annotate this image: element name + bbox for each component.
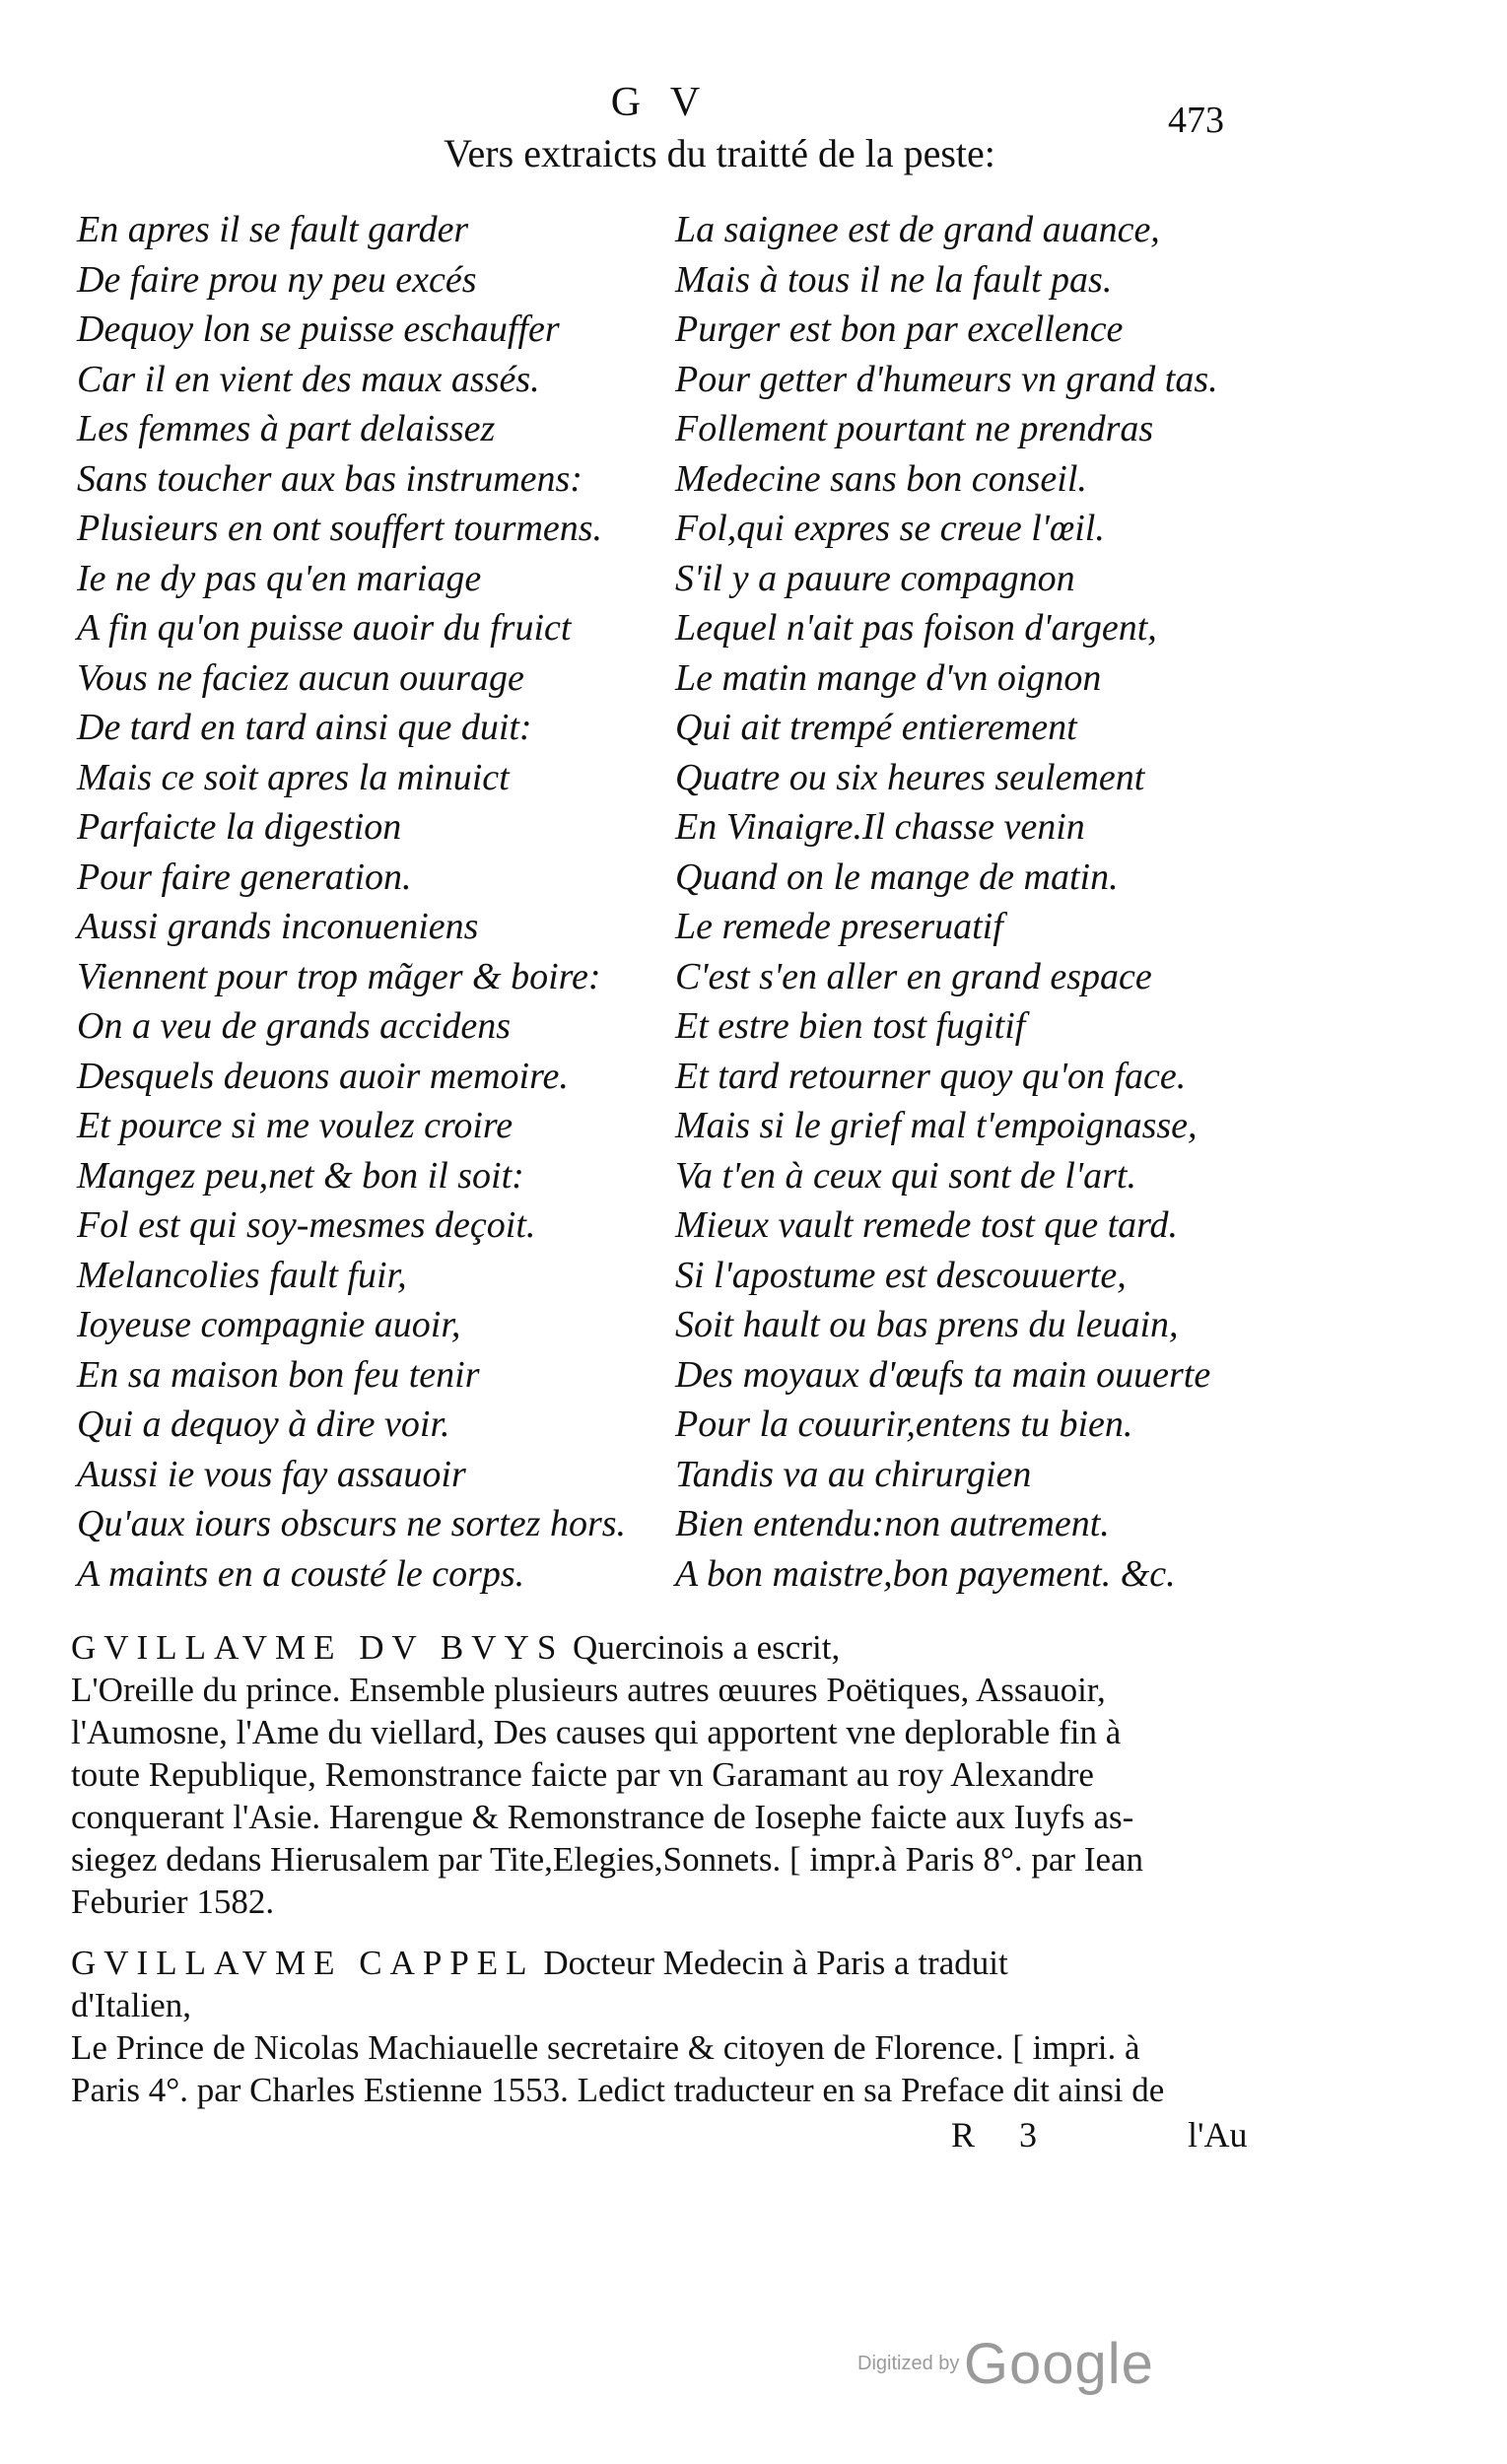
verse-line: La saignee est de grand auance, bbox=[675, 209, 1160, 250]
verse-line: A bon maistre,bon payement. &c. bbox=[675, 1552, 1176, 1595]
entry-text-line: d'Italien, bbox=[71, 1986, 191, 2024]
verse-line: Car il en vient des maux assés. bbox=[77, 358, 540, 400]
verse-line: S'il y a pauure compagnon bbox=[675, 557, 1075, 599]
verse-line: A fin qu'on puisse auoir du fruict bbox=[77, 607, 572, 649]
entry-first-line bbox=[71, 1626, 1254, 1669]
verse-line: Tandis va au chirurgien bbox=[675, 1453, 1032, 1495]
verse-line: Lequel n'ait pas foison d'argent, bbox=[675, 607, 1157, 649]
verse-line: Fol est qui soy-mesmes deçoit. bbox=[77, 1204, 536, 1246]
verse-line: Vous ne faciez aucun ouurage bbox=[77, 656, 524, 699]
verse-line: Ie ne dy pas qu'en mariage bbox=[77, 557, 482, 599]
page-number: 473 bbox=[1168, 100, 1224, 141]
entry-text-line: Le Prince de Nicolas Machiauelle secretaire & citoyen de Florence. [ impri. à bbox=[71, 2028, 1140, 2067]
verse-line: De faire prou ny peu excés bbox=[77, 258, 477, 301]
catchword: l'Au bbox=[1188, 2115, 1248, 2155]
verse-line: Dequoy lon se puisse eschauffer bbox=[77, 308, 560, 350]
verse-line: C'est s'en aller en grand espace bbox=[675, 955, 1152, 997]
verse-line: De tard en tard ainsi que duit: bbox=[77, 707, 532, 748]
entry-text-line: L'Oreille du prince. Ensemble plusieurs autres œuures Poëtiques, Assauoir, bbox=[71, 1671, 1106, 1709]
running-title: Vers extraicts du traitté de la peste: bbox=[444, 131, 995, 175]
entry-text-line: Docteur Medecin à Paris a traduit bbox=[543, 1944, 1008, 1982]
verse-line: Viennent pour trop mãger & boire: bbox=[77, 955, 601, 997]
poem-right-column bbox=[675, 205, 1267, 1599]
bibliography-entry-du-buys bbox=[71, 1626, 1254, 1923]
verse-line: En apres il se fault garder bbox=[77, 209, 469, 250]
entry-text-line: l'Aumosne, l'Ame du viellard, Des causes qui apportent vne deplorable fin à bbox=[71, 1713, 1122, 1751]
watermark-prefix: Digitized by bbox=[857, 2353, 960, 2374]
author-name: GVILLAVME CAPPEL bbox=[71, 1944, 535, 1982]
verse-line: Parfaicte la digestion bbox=[77, 806, 402, 848]
verse-line: Qu'aux iours obscurs ne sortez hors. bbox=[77, 1503, 627, 1544]
verse-line: Qui a dequoy à dire voir. bbox=[77, 1403, 450, 1445]
verse-line: Quatre ou six heures seulement bbox=[675, 756, 1145, 798]
entry-text-line: siegez dedans Hierusalem par Tite,Elegies,Sonnets. [ impr.à Paris 8°. par Iean bbox=[71, 1840, 1144, 1879]
verse-line: Si l'apostume est descouuerte, bbox=[675, 1254, 1127, 1296]
verse-line: Des moyaux d'œufs ta main ouuerte bbox=[675, 1353, 1211, 1396]
verse-line: Plusieurs en ont souffert tourmens. bbox=[77, 508, 603, 549]
verse-line: Medecine sans bon conseil. bbox=[675, 457, 1087, 500]
verse-line: Va t'en à ceux qui sont de l'art. bbox=[675, 1154, 1136, 1197]
verse-line: Melancolies fault fuir, bbox=[77, 1254, 407, 1296]
verse-line: Le remede preseruatif bbox=[675, 906, 1003, 947]
verse-line: Aussi grands inconueniens bbox=[77, 906, 479, 947]
digitized-watermark bbox=[857, 2331, 1154, 2397]
verse-line: Quand on le mange de matin. bbox=[675, 856, 1119, 898]
verse-line: En sa maison bon feu tenir bbox=[77, 1353, 480, 1396]
verse-line: Les femmes à part delaissez bbox=[77, 408, 496, 449]
verse-line: Follement pourtant ne prendras bbox=[675, 408, 1154, 449]
google-logo: Google bbox=[963, 2332, 1154, 2396]
verse-line: Mais à tous il ne la fault pas. bbox=[675, 258, 1113, 301]
bibliography-entry-cappel bbox=[71, 1942, 1254, 2111]
verse-line: Mangez peu,net & bon il soit: bbox=[77, 1154, 524, 1197]
verse-line: Aussi ie vous fay assauoir bbox=[77, 1453, 466, 1495]
signature-mark: G V bbox=[610, 80, 711, 125]
gathering-signature: R 3 bbox=[951, 2115, 1056, 2155]
verse-line: Pour la couurir,entens tu bien. bbox=[675, 1403, 1133, 1445]
verse-line: Soit hault ou bas prens du leuain, bbox=[675, 1304, 1179, 1345]
entry-text-line: conquerant l'Asie. Harengue & Remonstrance de Iosephe faicte aux Iuyfs as- bbox=[71, 1798, 1134, 1836]
verse-line: Fol,qui expres se creue l'œil. bbox=[675, 508, 1105, 549]
verse-line: On a veu de grands accidens bbox=[77, 1005, 512, 1047]
verse-line: Et estre bien tost fugitif bbox=[675, 1005, 1026, 1047]
verse-line: Mais si le grief mal t'empoignasse, bbox=[675, 1105, 1198, 1146]
verse-line: Pour faire generation. bbox=[77, 856, 412, 898]
verse-line: Purger est bon par excellence bbox=[675, 308, 1124, 350]
verse-line: En Vinaigre.Il chasse venin bbox=[675, 806, 1085, 848]
verse-line: Et tard retourner quoy qu'on face. bbox=[675, 1055, 1187, 1097]
poem-left-column bbox=[77, 205, 668, 1599]
verse-line: Le matin mange d'vn oignon bbox=[675, 656, 1102, 699]
verse-line: Mieux vault remede tost que tard. bbox=[675, 1204, 1179, 1246]
entry-first-line bbox=[71, 1942, 1254, 1984]
verse-line: A maints en a cousté le corps. bbox=[77, 1552, 525, 1595]
entry-text-line: Quercinois a escrit, bbox=[573, 1628, 841, 1667]
verse-line: Mais ce soit apres la minuict bbox=[77, 756, 510, 798]
verse-line: Desquels deuons auoir memoire. bbox=[77, 1055, 569, 1097]
entry-text-line: Paris 4°. par Charles Estienne 1553. Ledict traducteur en sa Preface dit ainsi de bbox=[71, 2071, 1165, 2109]
verse-line: Bien entendu:non autrement. bbox=[675, 1503, 1110, 1544]
entry-text-line: toute Republique, Remonstrance faicte par vn Garamant au roy Alexandre bbox=[71, 1755, 1094, 1794]
verse-line: Sans toucher aux bas instrumens: bbox=[77, 457, 582, 500]
author-name: GVILLAVME DV BVYS bbox=[71, 1628, 565, 1667]
verse-line: Ioyeuse compagnie auoir, bbox=[77, 1304, 461, 1345]
entry-text-line: Feburier 1582. bbox=[71, 1882, 275, 1921]
verse-line: Qui ait trempé entierement bbox=[675, 707, 1077, 748]
verse-line: Pour getter d'humeurs vn grand tas. bbox=[675, 358, 1218, 400]
verse-line: Et pource si me voulez croire bbox=[77, 1105, 514, 1146]
